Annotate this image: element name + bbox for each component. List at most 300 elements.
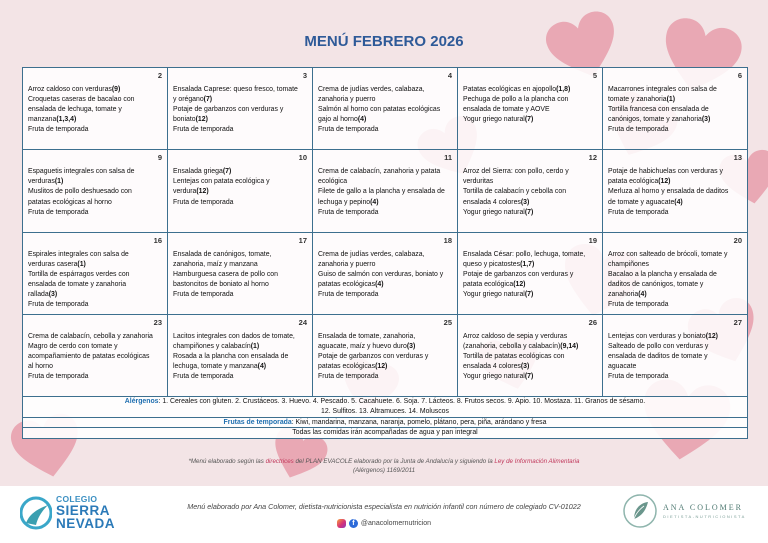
dish-text: canónigos, tomate y zanahoria: [608, 116, 702, 124]
allergen-code: (3): [406, 342, 416, 350]
seasonal-fruit-label: Frutas de temporada: [223, 418, 292, 426]
menu-dish-line: [463, 105, 597, 115]
allergen-code: (4): [674, 198, 683, 206]
dish-text: lechuga y pepino: [318, 198, 371, 206]
day-number: 12: [588, 153, 597, 163]
dish-text: Fruta de temporada: [318, 126, 379, 134]
allergen-code: (7): [524, 290, 534, 298]
dish-text: Yogur griego natural: [463, 373, 525, 381]
dish-text: Pechuga de pollo a la plancha con: [463, 96, 569, 104]
allergen-code: (12): [375, 363, 388, 371]
instagram-icon: [337, 519, 346, 528]
menu-dish-line: [173, 250, 307, 260]
menu-dish-line: [463, 342, 597, 352]
allergen-code: (3): [520, 363, 530, 371]
dish-text: ensalada 4 colores: [463, 363, 521, 371]
menu-dish-line: [463, 187, 597, 197]
menu-dish-line: [173, 85, 307, 95]
dish-text: Fruta de temporada: [173, 290, 234, 298]
menu-dish-line: [608, 270, 742, 280]
menu-day-cell: [168, 150, 313, 232]
dish-text: Potaje de garbanzos con verduras y: [318, 352, 429, 360]
allergens-legend: [23, 397, 747, 418]
dish-text: Magro de cerdo con tomate y: [28, 342, 118, 350]
menu-dish-line: [173, 362, 307, 372]
menu-dish-line: [463, 177, 597, 187]
menu-day-cell: [313, 233, 458, 315]
dish-text: Lacitos integrales con dados de tomate,: [173, 332, 295, 340]
dish-text: Crema de judías verdes, calabaza,: [318, 86, 425, 93]
dish-text: Crema de judías verdes, calabaza,: [318, 250, 425, 258]
menu-dish-line: [608, 115, 742, 125]
dish-text: Potaje de garbanzos con verduras y: [463, 270, 574, 278]
school-name-line-2: SIERRA: [56, 502, 111, 518]
menu-dish-line: [463, 280, 597, 290]
menu-dish-line: [173, 198, 307, 208]
dish-text: patata ecológica: [463, 280, 514, 288]
menu-dish-line: [28, 372, 162, 382]
allergen-code: (1): [250, 342, 260, 350]
day-number: 5: [592, 71, 597, 80]
menu-dish-line: [318, 372, 452, 382]
menu-day-cell: [603, 233, 748, 315]
menu-dish-line: [318, 270, 452, 280]
allergens-list-1: : 1. Cereales con gluten. 2. Crustáceos. 3. Huevo. 4. Pescado. 5. Cacahuete. 6. Soja. 7. Lácteos. 8. Frutos secos. 9. Apio. 10. Mostaza. 11. Granos de sésamo.: [158, 398, 646, 405]
menu-dish-line: [28, 342, 162, 352]
dish-text: Filete de gallo a la plancha y ensalada de: [318, 188, 445, 196]
note-highlight-1: directrices: [265, 458, 294, 465]
menu-dish-line: [318, 260, 452, 270]
day-number: 26: [588, 317, 597, 327]
dish-text: zanahoria y puerro: [318, 260, 376, 268]
dish-text: Tortilla de espárragos verdes con: [28, 270, 130, 278]
dish-text: patatas ecológicas: [318, 363, 376, 371]
dish-text: y orégano: [173, 96, 204, 104]
menu-dish-line: [463, 260, 597, 270]
dish-text: Merluza al horno y ensalada de daditos: [608, 188, 729, 196]
dish-text: aguacate, maíz y huevo duro: [318, 342, 407, 350]
menu-dish-line: [608, 125, 742, 135]
dish-text: Fruta de temporada: [173, 373, 234, 381]
menu-dish-line: [318, 290, 452, 300]
dish-text: ecológica: [318, 178, 348, 186]
dish-text: zanahoria, maíz y manzana: [173, 260, 258, 268]
day-number: 17: [298, 235, 307, 245]
menu-day-cell: [313, 315, 458, 397]
menu-dish-line: [28, 290, 162, 300]
dish-text: ensalada de daditos de tomate y: [608, 352, 708, 360]
day-number: 2: [157, 71, 162, 80]
menu-dish-line: [173, 167, 307, 177]
menu-dish-line: [28, 270, 162, 280]
allergen-code: (4): [375, 280, 384, 288]
dish-text: Macarrones integrales con salsa de: [608, 86, 717, 93]
menu-dish-line: [173, 270, 307, 280]
dish-text: ensalada de tomate y zanahoria: [28, 280, 127, 288]
menu-dish-line: [463, 332, 597, 342]
menu-dish-line: [318, 187, 452, 197]
day-number: 16: [153, 235, 162, 245]
dish-text: Yogur griego natural: [463, 116, 525, 124]
menu-dish-line: [608, 362, 742, 372]
day-number: 9: [157, 153, 162, 163]
note-highlight-2: Ley de Información Alimentaria: [494, 458, 580, 465]
dish-text: Espirales integrales con salsa de: [28, 250, 129, 258]
dish-text: Patatas ecológicas en ajopollo: [463, 86, 557, 93]
day-number: 4: [447, 71, 452, 80]
menu-dish-line: [463, 95, 597, 105]
dish-text: Bacalao a la plancha y ensalada de: [608, 270, 717, 278]
facebook-icon: f: [349, 519, 358, 528]
dish-text: Potaje de garbanzos con verduras y: [173, 106, 284, 114]
menu-day-cell: [603, 315, 748, 397]
allergen-code: (4): [638, 290, 647, 298]
menu-dish-line: [608, 290, 742, 300]
dish-text: Fruta de temporada: [28, 373, 89, 381]
dish-text: Salmón al horno con patatas ecológicas: [318, 106, 441, 114]
menu-day-cell: [458, 315, 603, 397]
allergen-code: (1,7): [520, 260, 535, 268]
dish-text: Arroz del Sierra: con pollo, cerdo y: [463, 168, 569, 176]
dish-text: Fruta de temporada: [608, 208, 669, 216]
menu-dish-line: [463, 270, 597, 280]
dish-text: Ensalada de canónigos, tomate,: [173, 250, 272, 258]
menu-dish-line: [173, 125, 307, 135]
menu-dish-line: [28, 105, 162, 115]
menu-dish-line: [608, 95, 742, 105]
dish-text: Croquetas caseras de bacalao con: [28, 96, 135, 104]
dish-text: de tomate y aguacate: [608, 198, 675, 206]
footer-credit: Menú elaborado por Ana Colomer, dietista-nutricionista especialista en nutrición infantil con número de colegiado CV-01022: [187, 502, 581, 511]
menu-dish-line: [608, 208, 742, 218]
menu-dish-line: [463, 290, 597, 300]
day-number: 13: [733, 153, 742, 163]
school-emblem-icon: [20, 495, 52, 531]
dish-text: zanahoria y puerro: [318, 96, 376, 104]
menu-dish-line: [173, 105, 307, 115]
menu-dish-line: [173, 342, 307, 352]
dish-text: Fruta de temporada: [608, 300, 669, 308]
dish-text: al horno: [28, 363, 53, 371]
dish-text: Lentejas con patata ecológica y: [173, 178, 270, 186]
allergen-code: (9,14): [560, 342, 579, 350]
dish-text: lechuga, tomate y manzana: [173, 363, 258, 371]
menu-dish-line: [28, 208, 162, 218]
menu-dish-line: [28, 362, 162, 372]
menu-dish-line: [28, 250, 162, 260]
dish-text: champiñones: [608, 260, 649, 268]
dish-text: verduritas: [463, 178, 494, 186]
menu-dish-line: [608, 105, 742, 115]
note-text-2: del PLAN EVACOLE elaborado por la Junta de Andalucía y siguiendo la: [293, 458, 495, 465]
allergens-label: Alérgenos: [124, 398, 159, 405]
menu-day-cell: [23, 315, 168, 397]
day-number: 20: [733, 235, 742, 245]
day-number: 6: [737, 71, 742, 80]
dish-text: verduras: [28, 178, 55, 186]
menu-dish-line: [608, 198, 742, 208]
menu-dish-line: [608, 372, 742, 382]
dish-text: tomate y zanahoria: [608, 96, 667, 104]
menu-calendar-grid: [22, 67, 748, 397]
day-number: 19: [588, 235, 597, 245]
menu-day-cell: [23, 233, 168, 315]
menu-dish-line: [608, 300, 742, 310]
menu-dish-line: [463, 250, 597, 260]
menu-dish-line: [463, 115, 597, 125]
menu-dish-line: [608, 250, 742, 260]
dish-text: Salteado de pollo con verduras y: [608, 342, 709, 350]
menu-dish-line: [318, 177, 452, 187]
dish-text: Espaguetis integrales con salsa de: [28, 168, 135, 176]
menu-day-cell: [168, 315, 313, 397]
dish-text: Fruta de temporada: [173, 126, 234, 134]
menu-dish-line: [608, 342, 742, 352]
menu-day-cell: [313, 68, 458, 150]
day-number: 3: [302, 71, 307, 80]
menu-dish-line: [318, 167, 452, 177]
day-number: 25: [443, 317, 452, 327]
menu-dish-line: [28, 167, 162, 177]
dish-text: Fruta de temporada: [28, 300, 89, 308]
allergen-code: (1): [77, 260, 86, 268]
allergen-code: (12): [196, 188, 209, 196]
social-handle[interactable]: @anacolomernutricion: [360, 520, 432, 527]
allergen-code: (4): [257, 363, 267, 371]
menu-dish-line: [463, 362, 597, 372]
menu-dish-line: [28, 125, 162, 135]
menu-dish-line: [28, 332, 162, 342]
menu-dish-line: [463, 198, 597, 208]
menu-dish-line: [608, 187, 742, 197]
menu-dish-line: [608, 260, 742, 270]
dish-text: Fruta de temporada: [28, 126, 89, 134]
menu-dish-line: [28, 198, 162, 208]
menu-dish-line: [28, 95, 162, 105]
dish-text: verduras casera: [28, 260, 78, 268]
seasonal-fruit-row: [23, 418, 747, 429]
guidelines-note: [0, 457, 768, 475]
menu-dish-line: [318, 198, 452, 208]
dish-text: Fruta de temporada: [608, 126, 669, 134]
allergen-code: (7): [222, 168, 232, 176]
dish-text: Fruta de temporada: [318, 208, 379, 216]
day-number: 27: [733, 317, 742, 327]
dish-text: Yogur griego natural: [463, 208, 525, 216]
menu-dish-line: [318, 125, 452, 135]
menu-day-cell: [603, 68, 748, 150]
menu-dish-line: [463, 208, 597, 218]
menu-dish-line: [173, 352, 307, 362]
day-number: 10: [298, 153, 307, 163]
dish-text: Ensalada César: pollo, lechuga, tomate,: [463, 250, 586, 258]
dish-text: Hamburguesa casera de pollo con: [173, 270, 278, 278]
dish-text: champiñones y calabacín: [173, 342, 251, 350]
dish-text: Potaje de habichuelas con verduras y: [608, 168, 723, 176]
menu-day-cell: [23, 68, 168, 150]
dish-text: Fruta de temporada: [318, 373, 379, 381]
menu-dish-line: [173, 280, 307, 290]
menu-dish-line: [463, 167, 597, 177]
menu-dish-line: [608, 332, 742, 342]
allergen-code: (7): [203, 96, 213, 104]
dish-text: Ensalada de tomate, zanahoria,: [318, 332, 416, 340]
dish-text: Ensalada Caprese: queso fresco, tomate: [173, 86, 298, 93]
menu-dish-line: [608, 280, 742, 290]
menu-dish-line: [28, 280, 162, 290]
menu-day-cell: [458, 233, 603, 315]
dish-text: (zanahoria, cebolla y calabacín): [463, 342, 561, 350]
dish-text: Rosada a la plancha con ensalada de: [173, 352, 289, 360]
dish-text: boniato: [173, 116, 196, 124]
menu-dish-line: [28, 115, 162, 125]
dish-text: Tortilla de patatas ecológicas con: [463, 352, 565, 360]
dish-text: Arroz con salteado de brócoli, tomate y: [608, 250, 728, 258]
dish-text: gajo al horno: [318, 116, 358, 124]
note-text-3: (Alérgenos) 1169/2011: [352, 467, 416, 474]
menu-day-cell: [313, 150, 458, 232]
dish-text: Lentejas con verduras y boniato: [608, 332, 706, 340]
menu-dish-line: [28, 300, 162, 310]
dish-text: ensalada 4 colores: [463, 198, 521, 206]
menu-info-block: [22, 397, 748, 439]
note-text-1: *Menú elaborado según las: [188, 458, 266, 465]
dish-text: Arroz caldoso con verduras: [28, 86, 112, 93]
dish-text: Crema de calabacín, zanahoria y patata: [318, 168, 441, 176]
dish-text: patata ecológica: [608, 178, 659, 186]
dish-text: Tortilla de calabacín y cebolla con: [463, 188, 567, 196]
dish-text: Ensalada griega: [173, 168, 223, 176]
menu-dish-line: [173, 95, 307, 105]
menu-dish-line: [318, 250, 452, 260]
nutritionist-name: ANA COLOMER: [663, 503, 744, 512]
accompaniment-row: Todas las comidas irán acompañadas de agua y pan integral: [23, 428, 747, 439]
dish-text: Muslitos de pollo deshuesado con: [28, 188, 132, 196]
dish-text: Fruta de temporada: [173, 198, 234, 206]
dish-text: Fruta de temporada: [608, 373, 669, 381]
menu-dish-line: [318, 342, 452, 352]
menu-dish-line: [173, 115, 307, 125]
menu-dish-line: [463, 85, 597, 95]
menu-dish-line: [173, 260, 307, 270]
allergen-code: (7): [524, 116, 534, 124]
page-title: MENÚ FEBRERO 2026: [304, 33, 464, 50]
nutritionist-emblem-icon: [622, 493, 658, 529]
menu-dish-line: [608, 177, 742, 187]
school-name-line-3: NEVADA: [56, 516, 116, 532]
dish-text: Yogur griego natural: [463, 290, 525, 298]
dish-text: Arroz caldoso de sepia y verduras: [463, 332, 568, 340]
menu-dish-line: [463, 352, 597, 362]
menu-dish-line: [318, 105, 452, 115]
dish-text: manzana: [28, 116, 57, 124]
allergen-code: (1): [666, 96, 676, 104]
dish-text: bastoncitos de boniato al horno: [173, 280, 269, 288]
menu-dish-line: [608, 167, 742, 177]
dish-text: Fruta de temporada: [28, 208, 89, 216]
nutritionist-title: DIETISTA-NUTRICIONISTA: [663, 514, 746, 519]
menu-dish-line: [608, 85, 742, 95]
dish-text: patatas ecológicas: [318, 280, 376, 288]
dish-text: verdura: [173, 188, 197, 196]
menu-dish-line: [463, 372, 597, 382]
allergen-code: (3): [520, 198, 530, 206]
menu-dish-line: [173, 177, 307, 187]
dish-text: ensalada de lechuga, tomate y: [28, 106, 122, 114]
allergen-code: (3): [701, 116, 711, 124]
menu-day-cell: [603, 150, 748, 232]
allergen-code: (12): [513, 280, 526, 288]
allergen-code: (9): [111, 86, 121, 93]
dish-text: Fruta de temporada: [318, 290, 379, 298]
menu-day-cell: [168, 68, 313, 150]
allergen-code: (7): [524, 208, 534, 216]
menu-day-cell: [168, 233, 313, 315]
menu-dish-line: [318, 95, 452, 105]
menu-dish-line: [173, 332, 307, 342]
day-number: 18: [443, 235, 452, 245]
allergen-code: (1,8): [556, 86, 571, 93]
day-number: 24: [298, 317, 307, 327]
dish-text: daditos de canónigos, tomate y: [608, 280, 704, 288]
menu-dish-line: [608, 352, 742, 362]
day-number: 11: [444, 153, 452, 163]
menu-dish-line: [318, 115, 452, 125]
allergen-code: (7): [524, 373, 534, 381]
allergen-code: (4): [357, 116, 367, 124]
dish-text: queso y picatostes: [463, 260, 521, 268]
menu-dish-line: [173, 187, 307, 197]
dish-text: ensalada de tomate y AOVE: [463, 106, 550, 114]
allergen-code: (12): [195, 116, 208, 124]
menu-dish-line: [28, 187, 162, 197]
allergen-code: (12): [705, 332, 718, 340]
menu-dish-line: [28, 260, 162, 270]
menu-day-cell: [458, 150, 603, 232]
menu-dish-line: [28, 85, 162, 95]
school-logo: [20, 495, 115, 531]
allergen-code: (3): [48, 290, 58, 298]
menu-dish-line: [318, 280, 452, 290]
menu-dish-line: [28, 352, 162, 362]
allergen-code: (1): [54, 178, 64, 186]
dish-text: Guiso de salmón con verduras, boniato y: [318, 270, 444, 278]
menu-dish-line: [318, 362, 452, 372]
allergen-code: (12): [658, 178, 671, 186]
menu-day-cell: [458, 68, 603, 150]
menu-dish-line: [318, 352, 452, 362]
dish-text: aguacate: [608, 363, 637, 371]
dish-text: Tortilla francesa con ensalada de: [608, 106, 709, 114]
school-name-line-1: COLEGIO: [56, 494, 98, 505]
allergen-code: (4): [370, 198, 379, 206]
dish-text: patatas ecológicas al horno: [28, 198, 112, 206]
menu-dish-line: [28, 177, 162, 187]
menu-dish-line: [318, 208, 452, 218]
menu-dish-line: [318, 332, 452, 342]
dish-text: rallada: [28, 290, 49, 298]
dish-text: Crema de calabacín, cebolla y zanahoria: [28, 332, 153, 340]
dish-text: zanahoria: [608, 290, 639, 298]
seasonal-fruit-list: : Kiwi, mandarina, manzana, naranja, pomelo, plátano, pera, piña, arándano y fresa: [291, 418, 547, 426]
menu-dish-line: [318, 85, 452, 95]
allergen-code: (1,3,4): [56, 116, 77, 124]
nutritionist-logo: [622, 493, 746, 529]
menu-day-cell: [23, 150, 168, 232]
menu-dish-line: [173, 290, 307, 300]
day-number: 23: [153, 317, 162, 327]
menu-dish-line: [173, 372, 307, 382]
